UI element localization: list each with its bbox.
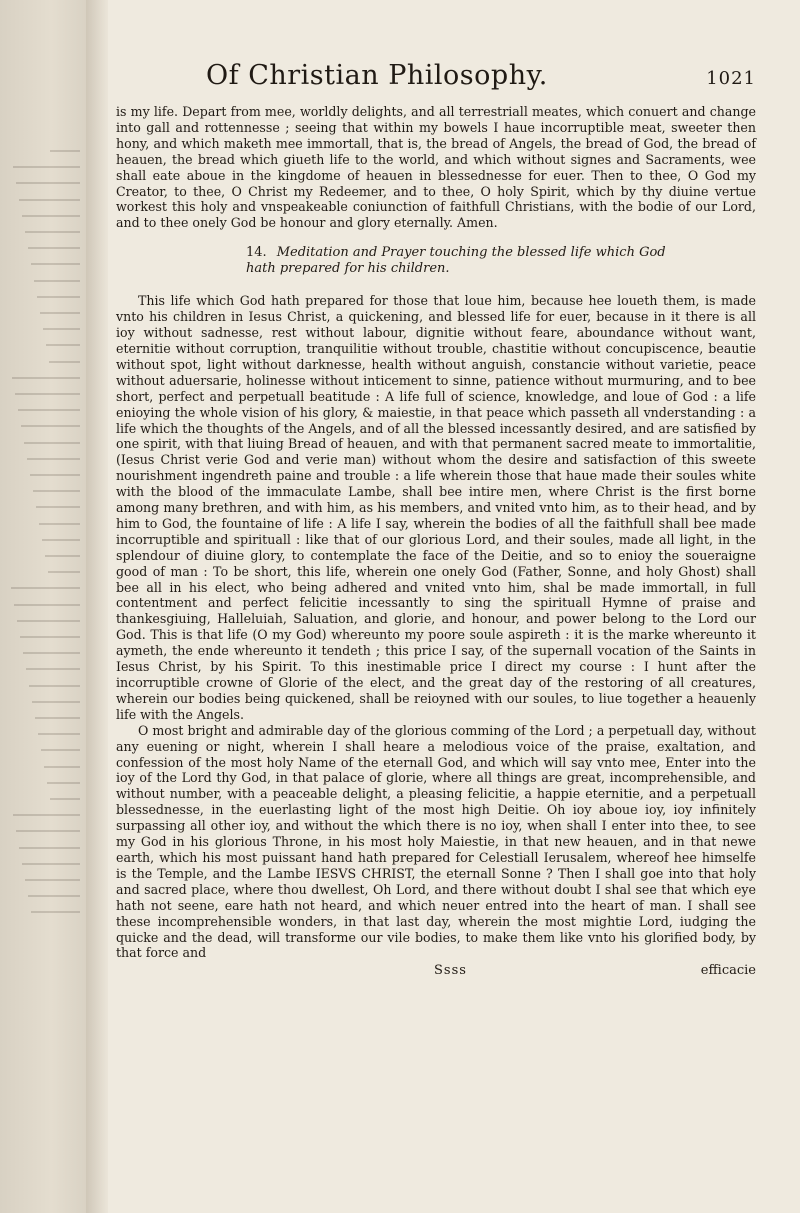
adjacent-page-text-trace [50, 798, 80, 800]
adjacent-page-text-trace [33, 490, 80, 492]
adjacent-page-text-trace [23, 652, 80, 654]
adjacent-page-text-trace [42, 539, 80, 541]
catchword: efficacie [700, 963, 756, 979]
adjacent-page-text-trace [22, 215, 80, 217]
adjacent-page-text-trace [29, 685, 80, 687]
running-head: Of Christian Philosophy. [206, 60, 548, 91]
adjacent-page-text-trace [28, 247, 80, 249]
adjacent-page-text-trace [13, 814, 80, 816]
adjacent-page-text-trace [17, 620, 80, 622]
third-paragraph: O most bright and admirable day of the glorious comming of the Lord ; a perpetuall day, without any euening or night, wherein I shall heare a melodious voice of the praise, exaltation, and confession of the most holy Name of the eternall God, and which will say vnto mee, Enter into the ioy of the Lord thy God, in that palace of glorie, where all things are great, incomprehensible, and without number, with a peaceable delight, a pleasing felicitie, a happie eternitie, and a perpetuall blessednesse, in the euerlasting light of the most high Deitie. Oh ioy aboue ioy, ioy infinitely surpassing all other ioy, and without the which there is no ioy, when shall I enter into thee, to see my God in his glorious Throne, in his most holy Maiestie, in that new heauen, and in that newe earth, which his most puissant hand hath prepared for Celestiall Ierusalem, whereof hee himselfe is the Temple, and the Lambe IESVS CHRIST, the eternall Sonne ? Then I shall goe into that holy and sacred place, where thou dwellest, Oh Lord, and there without doubt I shal see that which eye hath not seene, eare hath not heard, and which neuer entred into the heart of man. I shall see these incomprehensible wonders, in that last day, wherein the most mightie Lord, iudging the quicke and the dead, will transforme our vile bodies, to make them like vnto his glorified body, by that force and [116, 722, 756, 961]
adjacent-page-text-trace [18, 409, 80, 411]
adjacent-page-text-trace [27, 458, 80, 460]
adjacent-page-text-trace [48, 571, 80, 573]
adjacent-page-edge [0, 0, 86, 1213]
adjacent-page-text-trace [41, 749, 80, 751]
adjacent-page-text-trace [19, 199, 80, 201]
book-fold-shadow [86, 0, 108, 1213]
adjacent-page-text-trace [25, 879, 80, 881]
adjacent-page-text-trace [22, 863, 80, 865]
adjacent-page-text-trace [24, 442, 80, 444]
adjacent-page-text-trace [13, 166, 80, 168]
adjacent-page-text-trace [38, 733, 80, 735]
adjacent-page-text-trace [40, 312, 80, 314]
page-footer [116, 963, 756, 981]
adjacent-page-text-trace [39, 523, 80, 525]
adjacent-page-text-trace [20, 636, 80, 638]
adjacent-page-text-trace [43, 328, 80, 330]
adjacent-page-text-trace [26, 668, 80, 670]
adjacent-page-text-trace [25, 231, 80, 233]
adjacent-page-text-trace [45, 555, 80, 557]
adjacent-page-text-trace [44, 766, 80, 768]
adjacent-page-text-trace [32, 701, 80, 703]
adjacent-page-text-trace [47, 782, 80, 784]
page-number: 1021 [706, 68, 756, 89]
section-title: Meditation and Prayer touching the blessed life which God hath prepared for his children. [246, 245, 666, 277]
main-paragraph: This life which God hath prepared for those that loue him, because hee loueth them, is made vnto his children in Iesus Christ, a quickening, and blessed life for euer, because in it there is all ioy without sadnesse, rest without labour, dignitie without feare, aboundance without want, eternitie without corruption, tranquilitie without trouble, chastitie without concupiscence, beautie without spot, light without darknesse, health without anguish, constancie without varietie, peace without aduersarie, holinesse without inticement to sinne, patience without murmuring, and to bee short, perfect and perpetuall beatitude : A life full of science, knowledge, and loue of God : a life enioying the whole vision of his glory, & maiestie, in that peace which passeth all vnderstanding : a life which the thoughts of the Angels, and of all the blessed incessantly desired, and are satisfied by one spirit, with that liuing Bread of heauen, and with that permanent sacred meate to immortalitie, (Iesus Christ verie God and verie man) without whom the desire and satisfaction of this sweete nourishment ingendreth paine and trouble : a life wherein those that haue made their soules white with the blood of the immaculate Lambe, shall bee intire men, where Christ is the first borne among many brethren, and with him, as his members, and vnited vnto him, as to their head, and by him to God, the fountaine of life : A life I say, wherein the bodies of all the faithfull shall bee made incorruptible and spirituall : like that of our glorious Lord, and their soules, made all light, in the splendour of diuine glory, to contemplate the face of the Deitie, and so to enioy the soueraigne good of man : To be short, this life, wherein one onely God (Father, Sonne, and holy Ghost) shall bee all in his elect, who being adhered and vnited vnto him, shal be made immortall, in full contentment and perfect felicitie incessantly to sing the spirituall Hymne of praise and thankesgiuing, Halleluiah, Saluation, and glorie, and honour, and power belong to the Lord our God. This is that life (O my God) whereunto my poore soule aspireth : it is the marke whereunto it aymeth, the ende whereunto it tendeth ; this price I say, of the supernall vocation of the Saints in Iesus Christ, by his Spirit. To this inestimable price I direct my course : I hunt after the incorruptible crowne of Glorie of the elect, and the great day of the restoring of all creatures, wherein our bodies being quickened, shall be reioyned with our soules, to liue together a heauenly life with the Angels. [116, 293, 756, 722]
adjacent-page-text-trace [37, 296, 80, 298]
adjacent-page-text-trace [19, 847, 80, 849]
book-page [116, 60, 756, 981]
section-number: 14. [246, 245, 267, 261]
adjacent-page-text-trace [15, 393, 80, 395]
adjacent-page-text-trace [11, 587, 80, 589]
adjacent-page-text-trace [50, 150, 80, 152]
adjacent-page-text-trace [35, 717, 80, 719]
signature-mark: Ssss [434, 963, 467, 979]
adjacent-page-text-trace [14, 604, 80, 606]
opening-paragraph: is my life. Depart from mee, worldly delights, and all terrestriall meates, which conuert and change into gall and rottennesse ; seeing that within my bowels I haue incorruptible meat, sweeter then hony, and which maketh mee immortall, that is, the bread of Angels, the bread of God, the bread of heauen, the bread which giueth life to the world, and which without signes and Sacraments, wee shall eate aboue in the kingdome of heauen in blessednesse for euer. Then to thee, O God my Creator, to thee, O Christ my Redeemer, and to thee, O holy Spirit, which by thy diuine vertue workest this holy and vnspeakeable coniunction of faithfull Christians, with the bodie of our Lord, and to thee onely God be honour and glory eternally. Amen. [116, 104, 756, 231]
adjacent-page-text-trace [21, 425, 80, 427]
adjacent-page-text-trace [31, 263, 80, 265]
adjacent-page-text-trace [16, 830, 80, 832]
page-header [116, 60, 756, 104]
section-heading [116, 245, 756, 277]
adjacent-page-text-trace [31, 911, 80, 913]
adjacent-page-text-trace [34, 280, 80, 282]
adjacent-page-text-trace [16, 182, 80, 184]
adjacent-page-text-trace [30, 474, 80, 476]
adjacent-page-text-trace [49, 361, 80, 363]
adjacent-page-text-trace [46, 344, 80, 346]
adjacent-page-text-trace [12, 377, 80, 379]
adjacent-page-text-trace [28, 895, 80, 897]
adjacent-page-text-trace [36, 506, 80, 508]
